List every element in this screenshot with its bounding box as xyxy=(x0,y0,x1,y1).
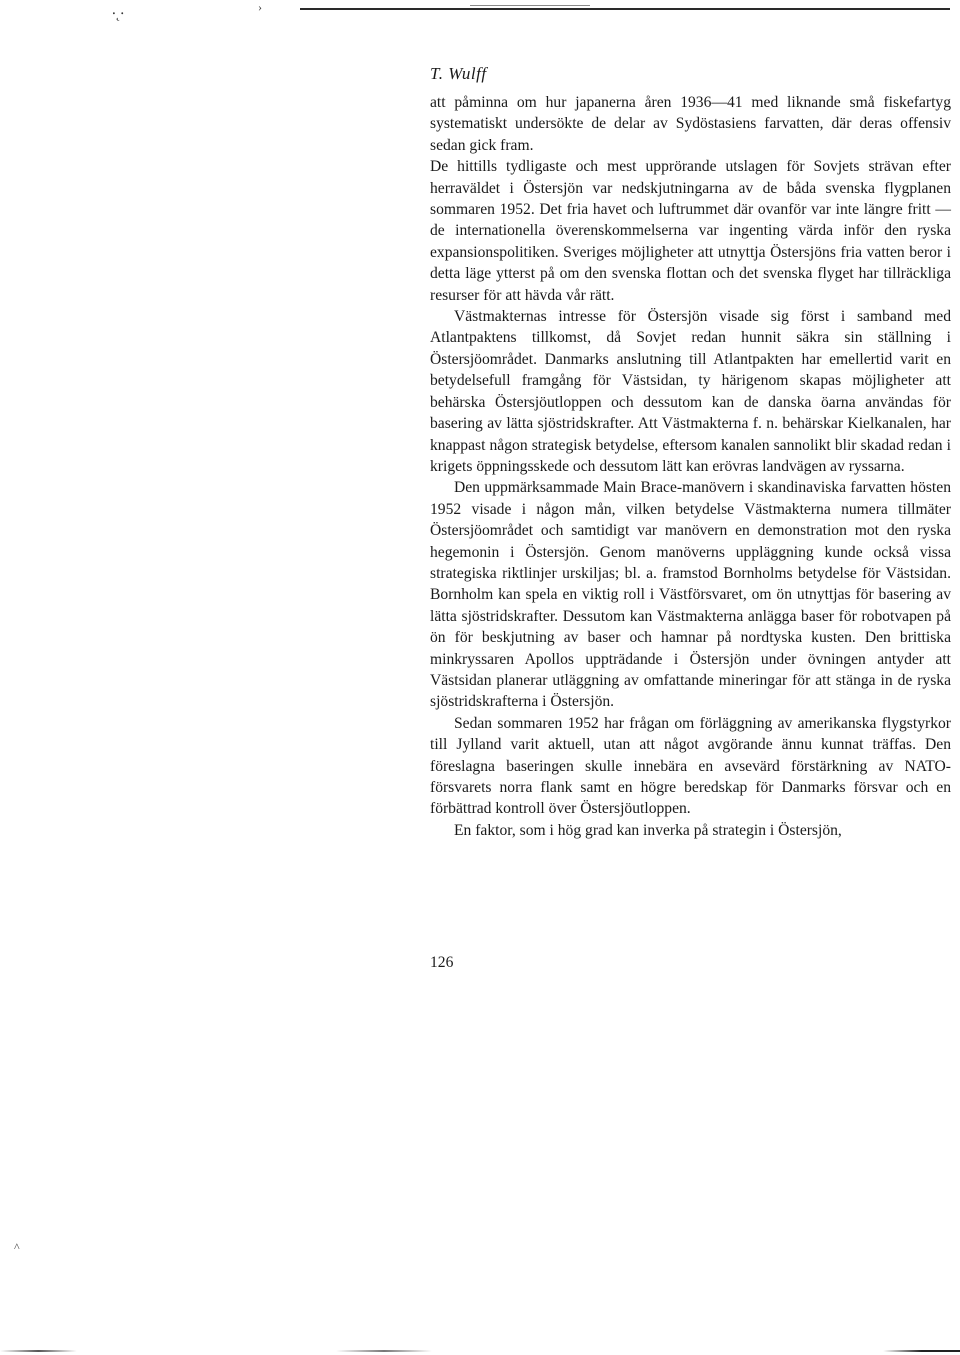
page-number: 126 xyxy=(430,954,454,971)
paragraph: Sedan sommaren 1952 har frågan om förläggning av amerikanska flygstyrkor till Jylland varit aktuell, utan att något avgörande ännu kunnat träffas. Den föreslagna baseringen skulle innebära en avsevärd förstärkning av NATO-försvarets norra flank samt en högre beredskap för Danmarks försvar och en förbättrad kontroll över Östersjöutloppen. xyxy=(430,714,951,818)
paragraph: De hittills tydligaste och mest upprörande utslagen för Sovjets strävan efter herraväldet i Östersjön var nedskjutningarna av de båda svenska flygplanen sommaren 1952. Det fria havet och luftrummet där ovanför var inte längre fritt — de internationella överenskommelserna var ingenting värda inför den ryska expansionspolitiken. Sveriges möjligheter att utnyttja Östersjöns fria vatten beror i detta läge ytterst på om den svenska flottan och det svenska flyget har tillräckliga resurser för att hävda vår rätt. xyxy=(430,158,951,304)
paragraph: En faktor, som i hög grad kan inverka på strategin i Östersjön, xyxy=(454,821,842,839)
running-head: T. Wulff xyxy=(430,64,487,83)
scan-artifact-mark: ^ xyxy=(14,1240,20,1254)
scan-artifact-mark: ⸱˛⸱ xyxy=(112,7,125,22)
paragraph: att påminna om hur japanerna åren 1936—41 med liknande små fiskefartyg systematiskt undersökte de delar av Sydöstasiens farvatten, där deras offensiv sedan gick fram. xyxy=(430,94,951,154)
paragraph: Den uppmärksammade Main Brace-manövern i skandinaviska farvatten hösten 1952 visade i någon mån, vilken betydelse Västmakterna numera tillmäter Östersjöområdet och samtidigt var manövern en demonstration mot den ryska hegemonin i Östersjön. Genom manöverns uppläggning kunde också vissa strategiska riktlinjer urskiljas; bl. a. framstod Bornholms betydelse för Västsidan. Bornholm kan spela en viktig roll i Västförsvaret, om ön utnyttjas för basering av lätta sjöstridskrafter. Dessutom kan Västmakterna anlägga baser för robotvapen på ön för beskjutning av baser och hamnar på nordtyska kusten. Den brittiska minkryssaren Apollos uppträdande i Östersjön under övningen antyder att Västsidan planerar utläggning av omfattande mineringar för att stänga in de ryska sjöstridskrafterna i Östersjön. xyxy=(430,479,951,711)
scan-artifact-bottom-rule xyxy=(0,1350,960,1352)
scan-artifact-top-rule-thin xyxy=(470,5,590,6)
paragraph: Västmakternas intresse för Östersjön visade sig först i samband med Atlantpaktens tillkomst, då Sovjet redan hunnit säkra sin ställning i Östersjöområdet. Danmarks anslutning till Atlantpakten har emellertid varit en betydelsefull framgång för Västsidan, ty härigenom skapas möjligheter att behärska Östersjöutloppen och dessutom kan de danska öarna användas för basering av lätta sjöstridskrafter. Att Västmakterna f. n. behärskar Kielkanalen, har knappast någon strategisk betydelse, eftersom kanalen sannolikt blir skadad redan i krigets öppningsskede och dessutom lätt kan erövras landvägen av ryssarna. xyxy=(430,308,951,475)
scan-artifact-mark: › xyxy=(258,0,262,14)
scan-artifact-top-rule xyxy=(300,8,950,10)
body-text xyxy=(430,92,951,841)
